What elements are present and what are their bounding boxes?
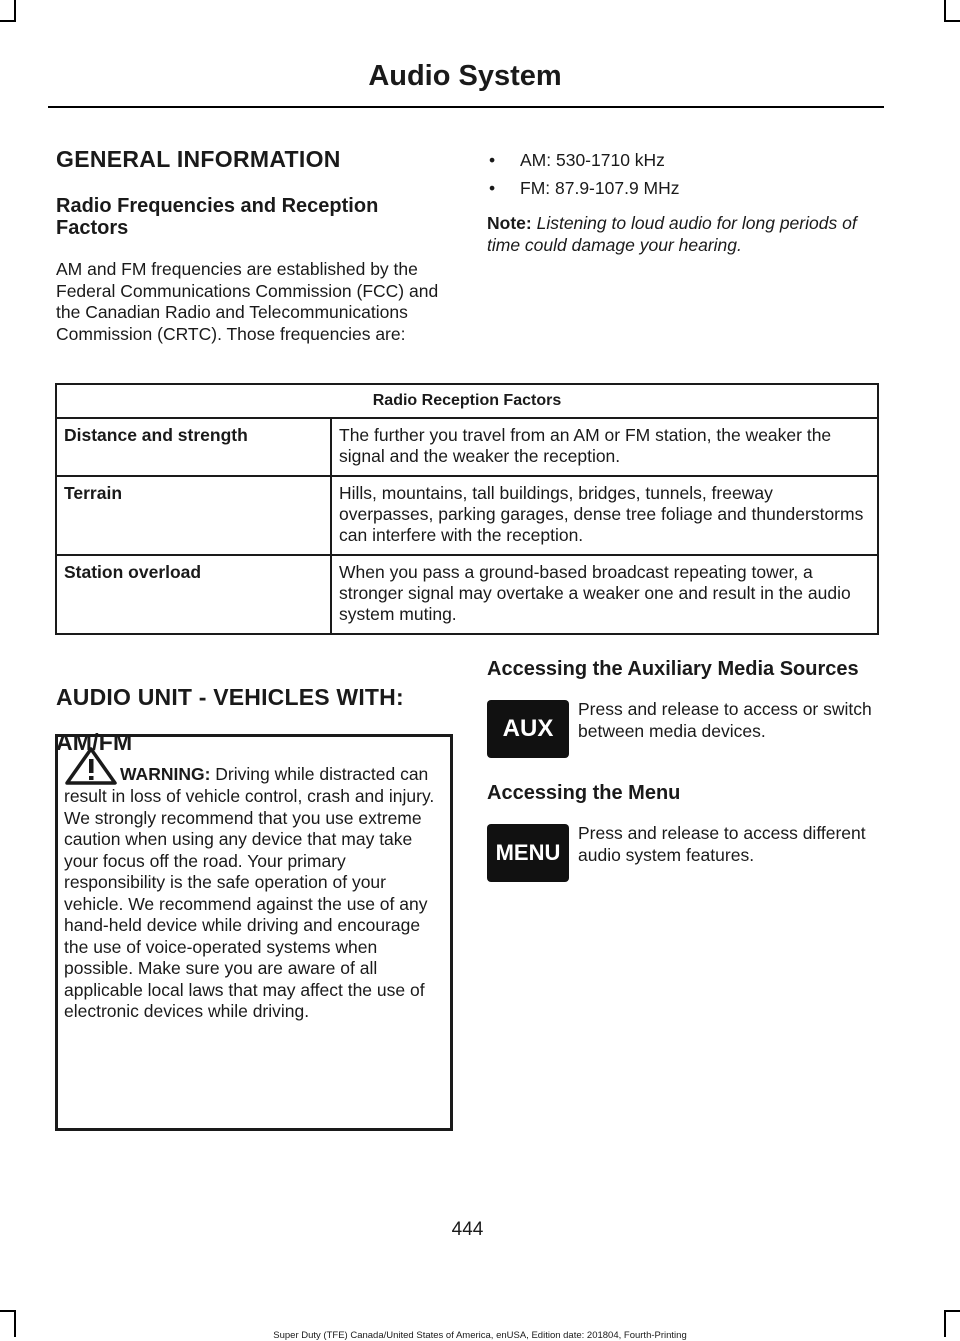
row-label: Station overload — [56, 555, 331, 634]
warning-paragraph — [64, 746, 444, 1023]
menu-heading: Accessing the Menu — [487, 782, 681, 804]
list-item: • AM: 530-1710 kHz — [487, 146, 887, 174]
note — [487, 212, 887, 256]
aux-heading: Accessing the Auxiliary Media Sources — [487, 658, 859, 680]
aux-button-icon: AUX — [487, 700, 569, 758]
bullet-symbol: • — [489, 178, 496, 198]
bullet-symbol: • — [489, 150, 496, 170]
crop-mark — [14, 0, 16, 22]
row-text: Hills, mountains, tall buildings, bridges, tunnels, freeway overpasses, parking garages, dense tree foliage and thunderstorms can interfere with the reception. — [331, 476, 878, 555]
frequency-list — [487, 146, 887, 202]
subsection-heading: Radio Frequencies and Reception Factors — [56, 195, 379, 239]
row-label: Distance and strength — [56, 418, 331, 476]
section-heading: GENERAL INFORMATION — [56, 146, 341, 172]
crop-mark — [944, 20, 960, 22]
crop-mark — [0, 20, 16, 22]
row-text: The further you travel from an AM or FM station, the weaker the signal and the weaker the reception. — [331, 418, 878, 476]
aux-description: Press and release to access or switch between media devices. — [578, 699, 872, 741]
row-label: Terrain — [56, 476, 331, 555]
crop-mark — [0, 1310, 16, 1312]
row-text: When you pass a ground-based broadcast repeating tower, a stronger signal may overtake a weaker one and result in the audio system muting. — [331, 555, 878, 634]
menu-button-icon: MENU — [487, 824, 569, 882]
table-row — [56, 418, 878, 476]
warning-text: Driving while distracted can result in loss of vehicle control, crash and injury. We strongly recommend that you use extreme caution when using any device that may take your focus off the road. Your primary responsibility is the safe operation of your vehicle. We recommend against the use of any hand-held device while driving and encourage the use of voice-operated systems when possible. Make sure you are aware of all applicable local laws that may affect the use of electronic devices while driving. — [64, 764, 435, 1021]
menu-control-row — [487, 824, 887, 882]
footer-edition: Super Duty (TFE) Canada/United States of America, enUSA, Edition date: 201804, Fourth-Printing — [273, 1330, 687, 1341]
table-header-row — [56, 384, 878, 418]
header-divider — [48, 106, 884, 108]
warning-triangle-icon — [64, 746, 118, 786]
crop-mark — [944, 1310, 960, 1312]
aux-control-row — [487, 700, 887, 758]
note-text: Listening to loud audio for long periods of time could damage your hearing. — [487, 213, 857, 255]
general-information-section — [56, 146, 448, 345]
page-number: 444 — [451, 1219, 484, 1240]
radio-reception-factors-table — [55, 383, 879, 635]
menu-description: Press and release to access different audio system features. — [578, 823, 866, 865]
note-label: Note: — [487, 213, 532, 233]
page-header-title: Audio System — [368, 60, 562, 92]
warning-box — [55, 734, 453, 1131]
intro-paragraph: AM and FM frequencies are established by the Federal Communications Commission (FCC) and the Canadian Radio and Telecommunications Commission (CRTC). Those frequencies are: — [56, 259, 439, 344]
table-row — [56, 555, 878, 634]
table-row — [56, 476, 878, 555]
frequency-list-section — [487, 146, 887, 256]
warning-label: WARNING: — [120, 764, 211, 784]
controls-section — [487, 658, 887, 882]
list-item: • FM: 87.9-107.9 MHz — [487, 174, 887, 202]
crop-mark — [944, 0, 946, 22]
section-heading: AUDIO UNIT - VEHICLES WITH: — [56, 684, 404, 710]
section-heading-line2: AM/FM — [56, 729, 133, 755]
table-title: Radio Reception Factors — [56, 384, 878, 418]
